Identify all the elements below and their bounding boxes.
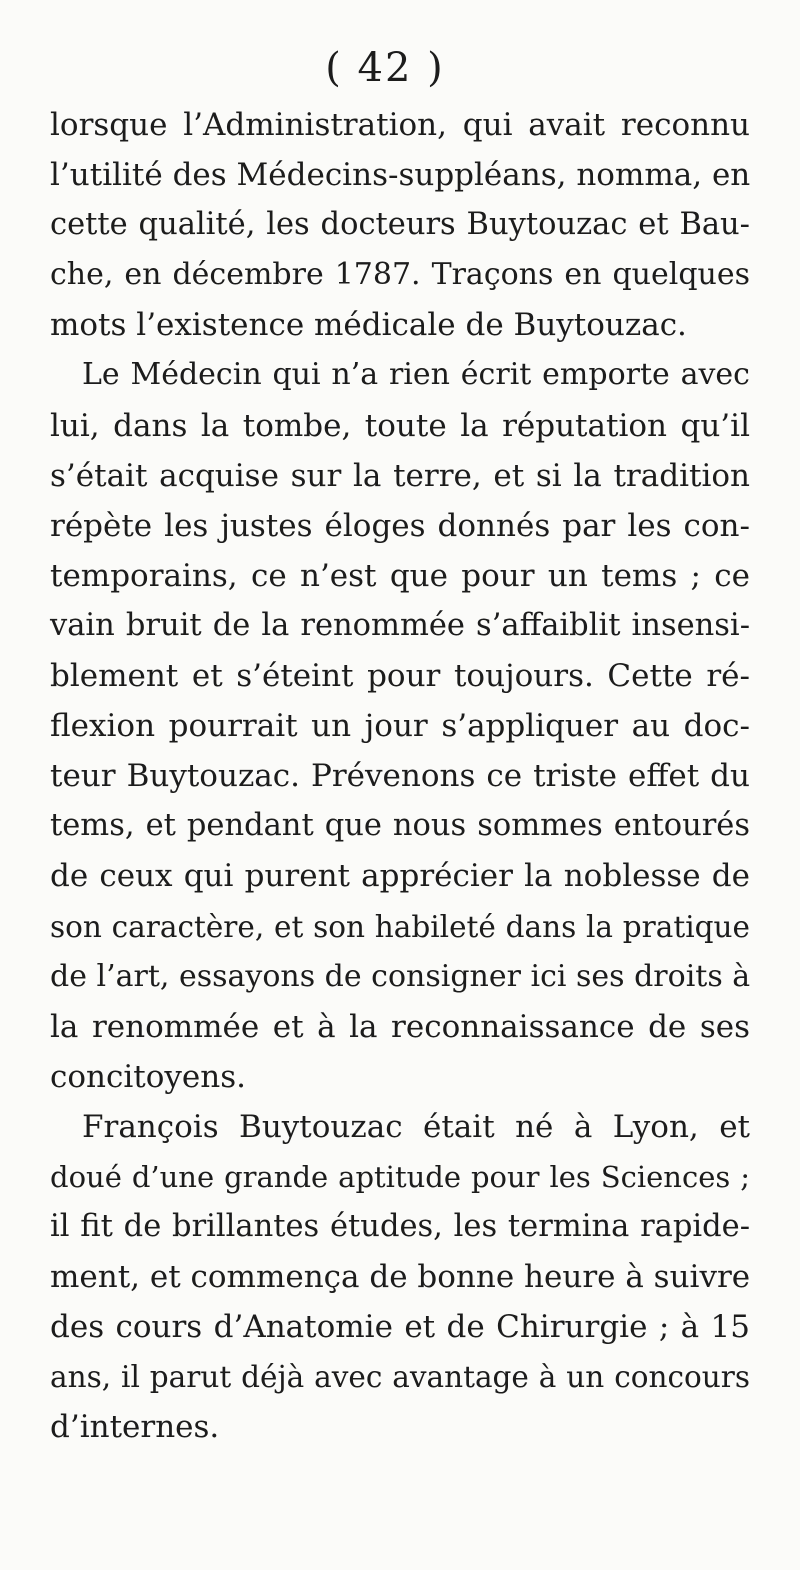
text-line: flexion pourrait un jour s’appliquer au doc- <box>50 708 750 745</box>
text-line: François Buytouzac était né à Lyon, et <box>82 1108 750 1145</box>
text-line: lui, dans la tombe, toute la réputation qu’il <box>50 407 750 444</box>
text-line: de l’art, essayons de consigner ici ses droits à <box>50 958 751 994</box>
text-line: lorsque l’Administration, qui avait reconnu <box>50 107 750 143</box>
text-line: ans, il parut déjà avec avantage à un concours <box>50 1360 750 1395</box>
text-line: temporains, ce n’est que pour un tems ; ce <box>50 557 750 594</box>
text-line: teur Buytouzac. Prévenons ce triste effet du <box>50 758 750 795</box>
text-line: blement et s’éteint pour toujours. Cette ré- <box>50 658 750 695</box>
text-line: vain bruit de la renommée s’affaiblit insensi- <box>50 607 750 643</box>
paragraph-2 <box>50 350 750 1101</box>
text-line: concitoyens. <box>50 1058 246 1095</box>
text-line: mots l’existence médicale de Buytouzac. <box>50 307 687 344</box>
text-line: ment, et commença de bonne heure à suivre <box>50 1259 751 1296</box>
text-line: che, en décembre 1787. Traçons en quelques <box>50 257 750 293</box>
paragraph-3 <box>50 1102 750 1453</box>
text-line: la renommée et à la reconnaissance de ses <box>50 1008 750 1045</box>
text-line: il fit de brillantes études, les termina rapide- <box>50 1209 750 1245</box>
text-body <box>50 100 750 1453</box>
text-line: cette qualité, les docteurs Buytouzac et Bau- <box>50 207 750 243</box>
text-line: tems, et pendant que nous sommes entourés <box>50 808 750 844</box>
text-line: d’internes. <box>50 1409 220 1446</box>
paragraph-1 <box>50 100 750 350</box>
text-line: Le Médecin qui n’a rien écrit emporte avec <box>82 357 750 393</box>
text-line: répète les justes éloges donnés par les con- <box>50 507 750 544</box>
text-line: de ceux qui purent apprécier la noblesse de <box>50 858 750 895</box>
text-line: s’était acquise sur la terre, et si la tradition <box>50 457 750 494</box>
text-line: son caractère, et son habileté dans la pratique <box>50 909 750 944</box>
text-line: des cours d’Anatomie et de Chirurgie ; à 15 <box>50 1309 750 1346</box>
text-line: l’utilité des Médecins-suppléans, nomma, en <box>50 157 751 194</box>
page-number: ( 42 ) <box>325 45 445 91</box>
text-line: doué d’une grande aptitude pour les Sciences ; <box>50 1159 750 1194</box>
